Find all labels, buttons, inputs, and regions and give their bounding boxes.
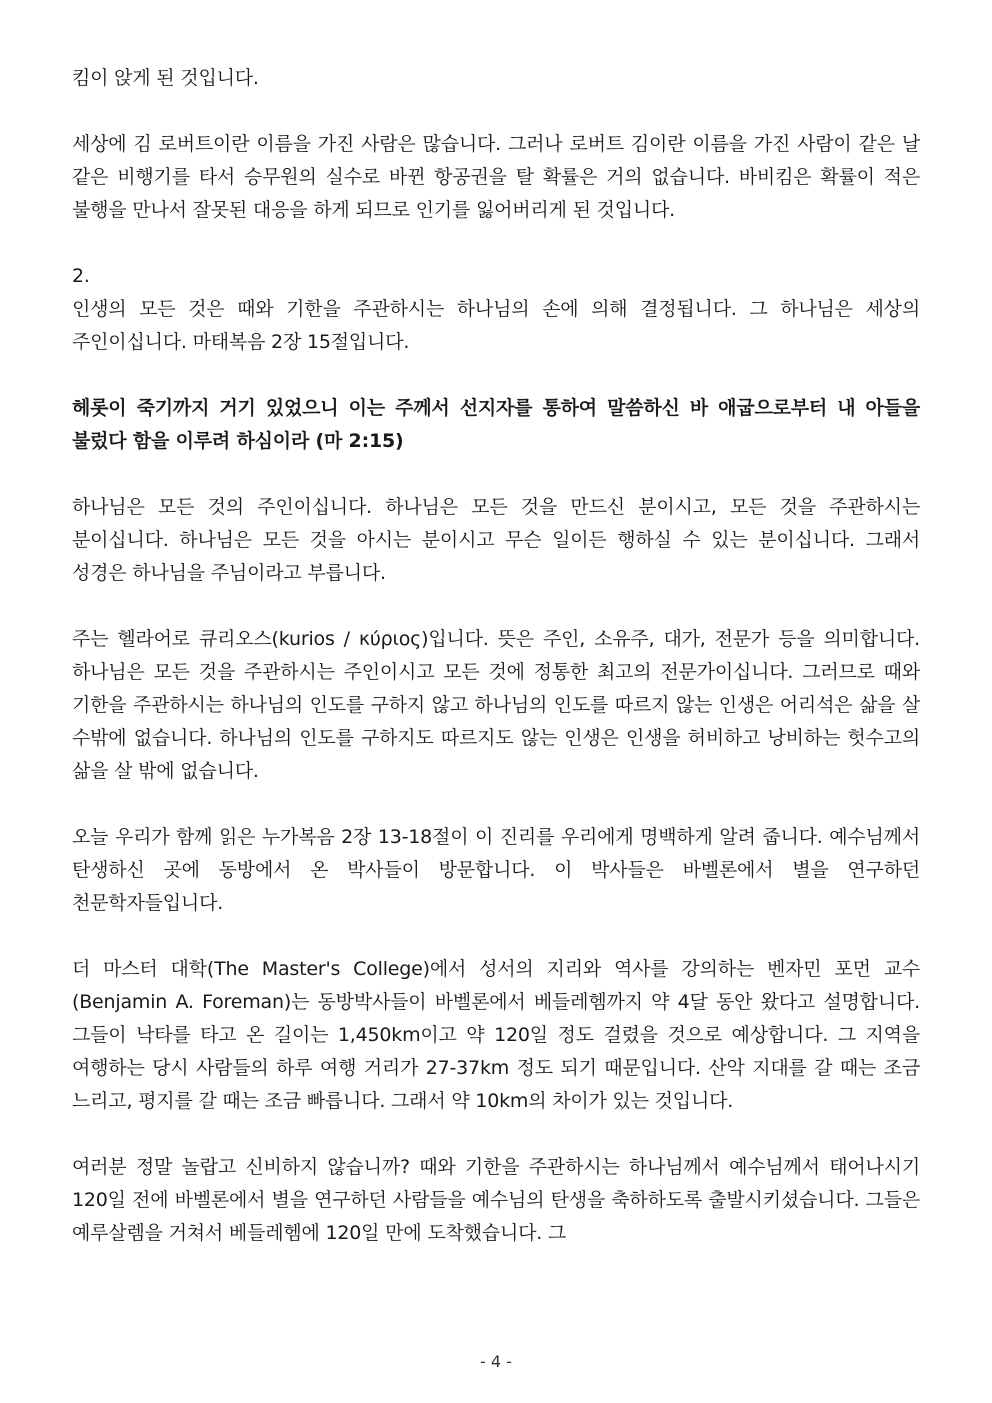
paragraph-god-owner: 인생의 모든 것은 때와 기한을 주관하시는 하나님의 손에 의해 결정됩니다. 그 하나님은 세상의 주인이십니다. 마태복음 2장 15절입니다. [72,298,920,353]
section-number: 2. [72,265,90,287]
paragraph-kurios: 주는 헬라어로 큐리오스(kurios / κύριος)입니다. 뜻은 주인, 소유주, 대가, 전문가 등을 의미합니다. 하나님은 모든 것을 주관하시는 주인이시고 모든 것에 정통한 최고의 전문가이십니다. 그러므로 때와 기한을 주관하시는 하나님의 인도를 구하지 않고 하나님의 인도를 따르지 않는 인생은 어리석은 삶을 살 수밖에 없습니다. 하나님의 인도를 구하지도 따르지도 않는 인생은 인생을 허비하고 낭비하는 헛수고의 삶을 살 밖에 없습니다. [72,628,920,782]
paragraph-continuation: 킴이 앉게 된 것입니다. [72,67,259,89]
page-number: - 4 - [480,1352,512,1371]
document-page [72,62,920,1283]
paragraph-lord: 하나님은 모든 것의 주인이십니다. 하나님은 모든 것을 만드신 분이시고, 모든 것을 주관하시는 분이십니다. 하나님은 모든 것을 아시는 분이시고 무슨 일이든 행하실 수 있는 분이십니다. 그래서 성경은 하나님을 주님이라고 부릅니다. [72,496,920,584]
paragraph-probability: 세상에 김 로버트이란 이름을 가진 사람은 많습니다. 그러나 로버트 김이란 이름을 가진 사람이 같은 날 같은 비행기를 타서 승무원의 실수로 바뀐 항공권을 탈 확률은 거의 없습니다. 바비킴은 확률이 적은 불행을 만나서 잘못된 대응을 하게 되므로 인기를 잃어버리게 된 것입니다. [72,133,920,221]
scripture-quote: 헤롯이 죽기까지 거기 있었으니 이는 주께서 선지자를 통하여 말씀하신 바 애굽으로부터 내 아들을 불렀다 함을 이루려 하심이라 (마 2:15) [72,397,920,452]
paragraph-luke: 오늘 우리가 함께 읽은 누가복음 2장 13-18절이 이 진리를 우리에게 명백하게 알려 줍니다. 예수님께서 탄생하신 곳에 동방에서 온 박사들이 방문합니다. 이 박사들은 바벨론에서 별을 연구하던 천문학자들입니다. [72,826,920,914]
paragraph-foreman: 더 마스터 대학(The Master's College)에서 성서의 지리와 역사를 강의하는 벤자민 포먼 교수(Benjamin A. Foreman)는 동방박사들이 바벨론에서 베들레헴까지 약 4달 동안 왔다고 설명합니다. 그들이 낙타를 타고 온 길이는 1,450km이고 약 120일 정도 걸렸을 것으로 예상합니다. 그 지역을 여행하는 당시 사람들의 하루 여행 거리가 27-37km 정도 되기 때문입니다. 산악 지대를 갈 때는 조금 느리고, 평지를 갈 때는 조금 빠릅니다. 그래서 약 10km의 차이가 있는 것입니다. [72,958,920,1112]
paragraph-mystery: 여러분 정말 놀랍고 신비하지 않습니까? 때와 기한을 주관하시는 하나님께서 예수님께서 태어나시기 120일 전에 바벨론에서 별을 연구하던 사람들을 예수님의 탄생을 축하하도록 출발시키셨습니다. 그들은 예루살렘을 거쳐서 베들레헴에 120일 만에 도착했습니다. 그 [72,1156,920,1244]
